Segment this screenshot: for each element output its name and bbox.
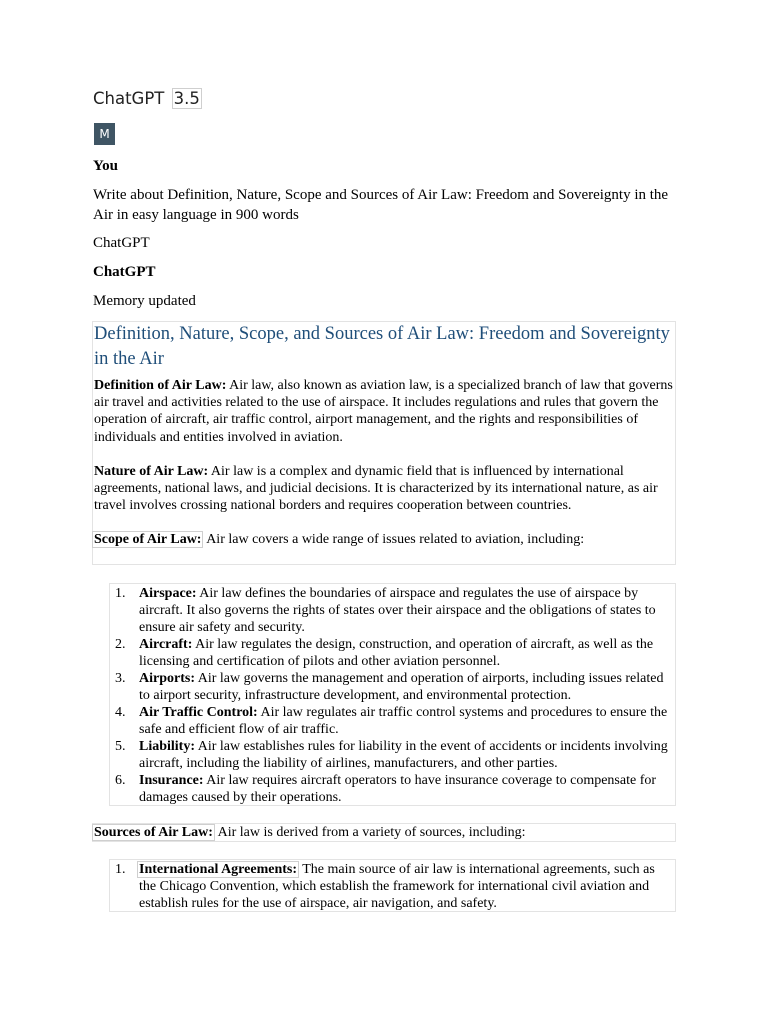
scope-list: [110, 585, 675, 806]
item-title: Liability:: [139, 739, 196, 754]
item-text: Air law establishes rules for liability in the event of accidents or incidents involving aircraft, including the liability of airlines, manufacturers, and other parties.: [139, 739, 668, 771]
item-text: Air law requires aircraft operators to have insurance coverage to compensate for damages caused by their operations.: [139, 773, 657, 805]
user-avatar: M: [94, 123, 115, 145]
item-text: Air law defines the boundaries of airspace and regulates the use of airspace by aircraft. It also governs the rights of states over their airspace and the obligations of states to ensure air safety and security.: [139, 586, 656, 635]
item-title: Air Traffic Control:: [139, 705, 258, 720]
item-text: Air law governs the management and operation of airports, including issues related to airport security, infrastructure development, and environmental protection.: [139, 671, 664, 703]
list-item: [110, 704, 675, 738]
definition-label: Definition of Air Law:: [94, 378, 227, 393]
list-number: 6.: [115, 773, 126, 788]
list-item: [110, 861, 675, 912]
definition-text: Air law, also known as aviation law, is a specialized branch of law that governs air travel and activities related to the use of airspace. It includes regulations and rules that govern the operation of aircraft, air traffic control, airport management, and the rights and responsibilities of individuals and entities involved in aviation.: [94, 378, 673, 445]
item-title: International Agreements:: [139, 862, 297, 877]
definition-paragraph: [94, 377, 674, 446]
list-item: [110, 585, 675, 636]
nature-label: Nature of Air Law:: [94, 463, 209, 479]
sources-list: [110, 861, 675, 912]
list-item: [110, 636, 675, 670]
scope-list-box: [109, 583, 676, 806]
app-name: ChatGPT: [93, 89, 165, 108]
sources-text: Air law is derived from a variety of sources, including:: [214, 825, 526, 840]
nature-text: Air law is a complex and dynamic field that is influenced by international agreements, national laws, and judicial decisions. It is characterized by its international nature, as air travel involves crossing national borders and requires cooperation between countries.: [94, 463, 658, 514]
item-title: Aircraft:: [139, 637, 193, 652]
scope-text: Air law covers a wide range of issues related to aviation, including:: [203, 532, 585, 548]
item-text: Air law regulates the design, construction, and operation of aircraft, as well as the licensing and certification of pilots and other aviation personnel.: [139, 637, 654, 669]
sources-label: Sources of Air Law:: [94, 825, 213, 840]
item-title: Airports:: [139, 671, 195, 686]
sources-paragraph-box: [92, 823, 676, 842]
article-heading: Definition, Nature, Scope, and Sources of Air Law: Freedom and Sovereignty in the Air: [94, 324, 670, 369]
sources-list-box: [109, 859, 676, 912]
memory-status: Memory updated: [93, 293, 196, 309]
assistant-label: ChatGPT: [93, 235, 150, 251]
item-text: The main source of air law is international agreements, such as the Chicago Convention, which establish the framework for international civil aviation and establish rules for the use of airspace, air navigation, and safety.: [139, 862, 655, 911]
list-number: 5.: [115, 739, 126, 754]
sources-paragraph: [94, 824, 674, 841]
item-title: Airspace:: [139, 586, 197, 601]
user-prompt: Write about Definition, Nature, Scope and Sources of Air Law: Freedom and Sovereignty in the Air in easy language in 900 words: [93, 187, 669, 223]
scope-label: Scope of Air Law:: [94, 532, 202, 548]
list-number: 1.: [115, 862, 126, 877]
nature-paragraph: [94, 463, 674, 515]
item-text: Air law regulates air traffic control systems and procedures to ensure the safe and efficient flow of air traffic.: [139, 705, 668, 737]
model-version-badge[interactable]: 3.5: [173, 89, 200, 108]
scope-paragraph: [94, 531, 674, 548]
list-item: [110, 670, 675, 704]
list-number: 2.: [115, 637, 126, 652]
item-title: Insurance:: [139, 773, 204, 788]
assistant-label-bold: ChatGPT: [93, 264, 156, 280]
response-article: [92, 321, 676, 565]
app-title: [93, 88, 202, 109]
list-item: [110, 738, 675, 772]
list-number: 1.: [115, 586, 126, 601]
list-item: [110, 772, 675, 806]
list-number: 3.: [115, 671, 126, 686]
list-number: 4.: [115, 705, 126, 720]
user-label: You: [93, 158, 119, 174]
